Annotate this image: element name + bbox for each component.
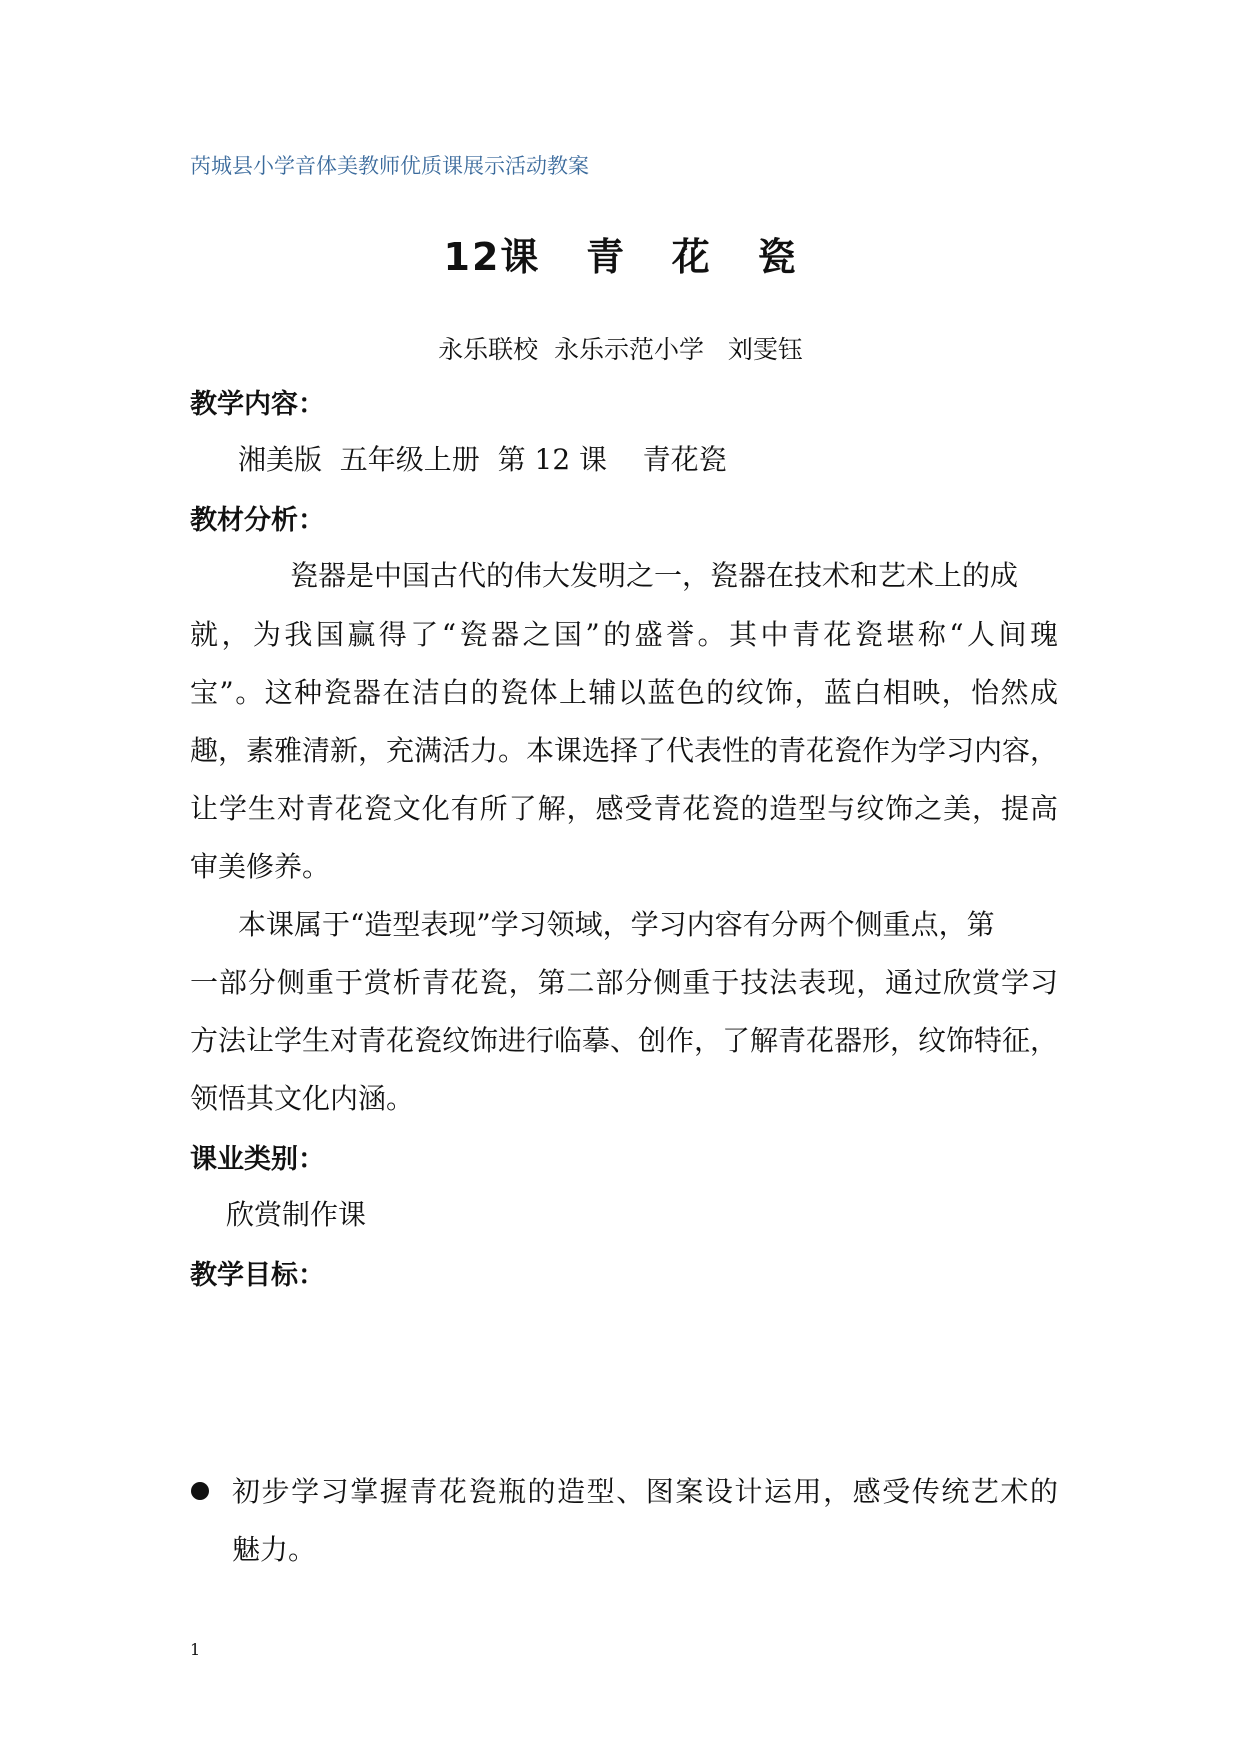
objective-item-line: 魅力。 [232, 1533, 317, 1566]
teaching-content-text: 湘美版 五年级上册 第 12 课 青花瓷 [238, 443, 727, 476]
analysis-para2-line: 一部分侧重于赏析青花瓷，第二部分侧重于技法表现，通过欣赏学习 [190, 966, 1058, 999]
analysis-para1-line: 让学生对青花瓷文化有所了解，感受青花瓷的造型与纹饰之美，提高 [190, 792, 1058, 825]
heading-course-category: 课业类别： [190, 1144, 325, 1175]
header-note: 芮城县小学音体美教师优质课展示活动教案 [190, 154, 589, 178]
page-number: 1 [190, 1640, 201, 1659]
bullet-dot-icon [191, 1482, 209, 1500]
analysis-para1-line: 宝”。这种瓷器在洁白的瓷体上辅以蓝色的纹饰，蓝白相映，怡然成 [190, 676, 1058, 709]
analysis-para1-line: 趣，素雅清新，充满活力。本课选择了代表性的青花瓷作为学习内容， [190, 734, 1059, 767]
analysis-para2-line: 方法让学生对青花瓷纹饰进行临摹、创作，了解青花器形，纹饰特征， [190, 1024, 1059, 1057]
analysis-para2-line: 领悟其文化内涵。 [190, 1082, 415, 1115]
analysis-para1-line: 瓷器是中国古代的伟大发明之一，瓷器在技术和艺术上的成 [290, 559, 1019, 592]
analysis-para2-line: 本课属于“造型表现”学习领域，学习内容有分两个侧重点，第 [238, 908, 995, 941]
heading-material-analysis: 教材分析： [190, 505, 325, 536]
course-category-text: 欣赏制作课 [226, 1198, 367, 1231]
lesson-title: 12课 青 花 瓷 [443, 235, 798, 279]
heading-teaching-objectives: 教学目标： [190, 1260, 325, 1291]
analysis-para1-line: 就，为我国赢得了“瓷器之国”的盛誉。其中青花瓷堪称“人间瑰 [190, 618, 1058, 651]
heading-teaching-content: 教学内容： [190, 389, 325, 420]
objective-item-line: 初步学习掌握青花瓷瓶的造型、图案设计运用，感受传统艺术的 [232, 1475, 1058, 1508]
author-line: 永乐联校 永乐示范小学 刘雯钰 [438, 335, 803, 364]
analysis-para1-line: 审美修养。 [190, 850, 331, 883]
